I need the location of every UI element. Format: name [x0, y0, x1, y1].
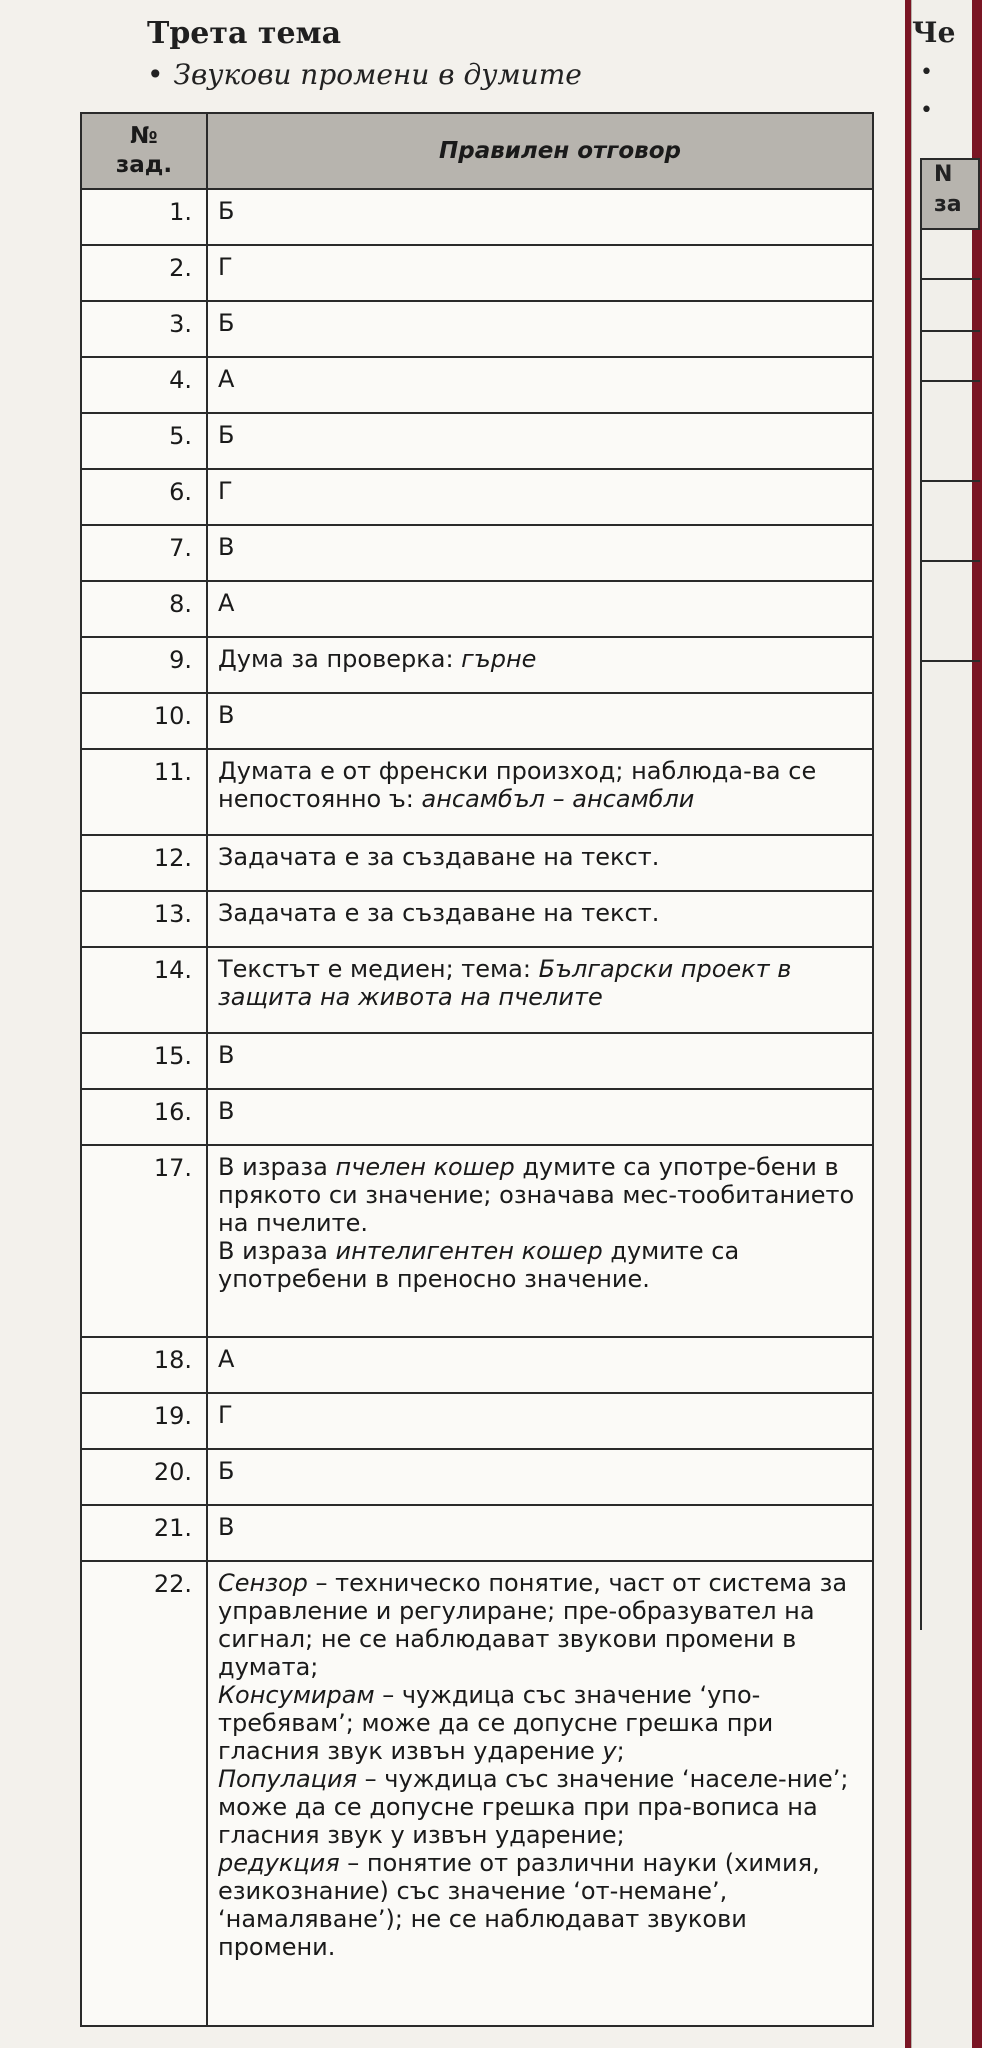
- answer-cell: [207, 1337, 873, 1393]
- section-subheading: [147, 58, 582, 91]
- next-page-heading-fragment: Че: [912, 16, 956, 49]
- table-row-line: [920, 380, 980, 382]
- task-number-cell: 3.: [81, 301, 207, 357]
- answer-text-part: редукция: [218, 1849, 340, 1877]
- answer-cell: [207, 835, 873, 891]
- answer-text: Г: [218, 477, 233, 505]
- answer-text: В: [218, 533, 235, 561]
- task-number-cell: 1.: [81, 189, 207, 245]
- answer-cell: [207, 749, 873, 835]
- table-row: [81, 835, 873, 891]
- section-heading: Трета тема: [147, 16, 342, 51]
- answer-text-part: Сензор: [218, 1569, 308, 1597]
- answer-text-part: думите са употре-бени в прякото си значение; означава мес-тообитанието на пчелите.: [218, 1153, 855, 1237]
- answer-cell: [207, 357, 873, 413]
- answer-text: Задачата е за създаване на текст.: [218, 899, 660, 927]
- bullet-icon: •: [920, 98, 933, 123]
- answer-text: Задачата е за създаване на текст.: [218, 843, 660, 871]
- task-number-cell: 7.: [81, 525, 207, 581]
- answer-text: В: [218, 1513, 235, 1541]
- bullet-icon: •: [147, 58, 164, 91]
- task-number-cell: 12.: [81, 835, 207, 891]
- answer-text: В: [218, 701, 235, 729]
- subheading-text: Звукови промени в думите: [173, 58, 582, 91]
- bullet-icon: •: [920, 60, 933, 85]
- answer-text-part: – чуждица със значение ‘населе-ние’; може да се допусне грешка при пра-вописа на гласния звук у извън ударение;: [218, 1765, 849, 1849]
- task-number-cell: 2.: [81, 245, 207, 301]
- answer-italic-text: Български проект в защита на живота на пчелите: [218, 955, 792, 1011]
- answer-text-part: пчелен кошер: [335, 1153, 515, 1181]
- answer-text: Б: [218, 1457, 235, 1485]
- answer-text: Г: [218, 1401, 233, 1429]
- table-row: [81, 469, 873, 525]
- answer-text-part: интелигентен кошер: [335, 1237, 603, 1265]
- table-row: [81, 581, 873, 637]
- answer-cell: [207, 1089, 873, 1145]
- task-number-cell: 17.: [81, 1145, 207, 1337]
- next-page-table-header: [920, 158, 980, 230]
- table-row: [81, 1033, 873, 1089]
- task-number-cell: 5.: [81, 413, 207, 469]
- table-row: [81, 637, 873, 693]
- task-number-cell: 15.: [81, 1033, 207, 1089]
- answer-cell: [207, 525, 873, 581]
- table-row: [81, 1337, 873, 1393]
- answer-text: Б: [218, 197, 235, 225]
- table-row-line: [920, 330, 980, 332]
- answer-cell: [207, 891, 873, 947]
- task-number-cell: 4.: [81, 357, 207, 413]
- number-column-header: [81, 113, 207, 189]
- answer-text-part: думите са употребени в преносно значение.: [218, 1237, 740, 1293]
- task-number-cell: 6.: [81, 469, 207, 525]
- table-row: [81, 947, 873, 1033]
- answer-text: Дума за проверка:: [218, 645, 462, 673]
- answer-cell: [207, 581, 873, 637]
- answer-italic-text: гърне: [461, 645, 537, 673]
- answer-text-part: Популация: [218, 1765, 358, 1793]
- answer-cell: [207, 947, 873, 1033]
- task-number-cell: 11.: [81, 749, 207, 835]
- table-row-line: [920, 278, 980, 280]
- next-header-fragment-2: за: [934, 192, 962, 217]
- table-row: [81, 1561, 873, 2026]
- table-row: [81, 693, 873, 749]
- answer-cell: [207, 1033, 873, 1089]
- answer-text: Б: [218, 421, 235, 449]
- answer-cell: [207, 1449, 873, 1505]
- task-number-cell: 16.: [81, 1089, 207, 1145]
- table-row: [81, 749, 873, 835]
- answer-column-header: Правилен отговор: [207, 113, 873, 189]
- table-row: [81, 891, 873, 947]
- answer-cell: [207, 637, 873, 693]
- answer-cell: [207, 245, 873, 301]
- task-number-cell: 18.: [81, 1337, 207, 1393]
- table-row: [81, 1393, 873, 1449]
- table-row: [81, 357, 873, 413]
- task-number-cell: 20.: [81, 1449, 207, 1505]
- table-row: [81, 525, 873, 581]
- answer-text-part: В израза: [218, 1153, 336, 1181]
- answer-text: Текстът е медиен; тема:: [218, 955, 539, 983]
- number-header-line1: №: [130, 123, 158, 150]
- table-row: [81, 1505, 873, 1561]
- task-number-cell: 22.: [81, 1561, 207, 2026]
- table-row: [81, 413, 873, 469]
- answer-cell: [207, 413, 873, 469]
- answer-text: В: [218, 1041, 235, 1069]
- table-row: [81, 245, 873, 301]
- table-row: [81, 189, 873, 245]
- answer-text: А: [218, 365, 235, 393]
- answer-cell: [207, 1505, 873, 1561]
- answer-table: [80, 112, 874, 2027]
- answer-cell: [207, 693, 873, 749]
- answer-cell: [207, 301, 873, 357]
- book-page-right: [911, 0, 972, 2048]
- table-row: [81, 301, 873, 357]
- answer-text: Г: [218, 253, 233, 281]
- answer-cell: [207, 1145, 873, 1337]
- answer-text: Б: [218, 309, 235, 337]
- task-number-cell: 9.: [81, 637, 207, 693]
- answer-text-part: у: [602, 1737, 617, 1765]
- answer-cell: [207, 1561, 873, 2026]
- answer-italic-text: ансамбъл – ансамбли: [421, 785, 695, 813]
- answer-text-part: В израза: [218, 1237, 336, 1265]
- answer-cell: [207, 189, 873, 245]
- table-row: [81, 1449, 873, 1505]
- answer-cell: [207, 1393, 873, 1449]
- table-header-row: [81, 113, 873, 189]
- answer-text-part: – чуждица със значение ‘упо-требявам’; може да се допусне грешка при гласния звук извън ударение: [218, 1681, 774, 1765]
- task-number-cell: 10.: [81, 693, 207, 749]
- answer-cell: [207, 469, 873, 525]
- next-header-fragment-1: N: [934, 162, 953, 187]
- task-number-cell: 13.: [81, 891, 207, 947]
- next-page-table-edge: [920, 230, 982, 1630]
- task-number-cell: 21.: [81, 1505, 207, 1561]
- table-row-line: [920, 660, 980, 662]
- task-number-cell: 14.: [81, 947, 207, 1033]
- table-row-line: [920, 560, 980, 562]
- answer-text: Думата е от френски произход; наблюда-ва се непостоянно ъ:: [218, 757, 817, 813]
- answer-text-part: ;: [616, 1737, 625, 1765]
- answer-text-part: – техническо понятие, част от система за управление и регулиране; пре-образувател на сигнал; не се наблюдават звукови промени в думата;: [218, 1569, 848, 1681]
- task-number-cell: 8.: [81, 581, 207, 637]
- answer-text: В: [218, 1097, 235, 1125]
- answer-text: А: [218, 1345, 235, 1373]
- answer-text-part: – понятие от различни науки (химия, езикознание) със значение ‘от-немане’, ‘намаляване’); не се наблюдават звукови промени.: [218, 1849, 820, 1961]
- task-number-cell: 19.: [81, 1393, 207, 1449]
- table-row-line: [920, 480, 980, 482]
- table-row: [81, 1089, 873, 1145]
- table-row: [81, 1145, 873, 1337]
- number-header-line2: зад.: [115, 152, 173, 178]
- answer-text: А: [218, 589, 235, 617]
- answer-text-part: Консумирам: [218, 1681, 375, 1709]
